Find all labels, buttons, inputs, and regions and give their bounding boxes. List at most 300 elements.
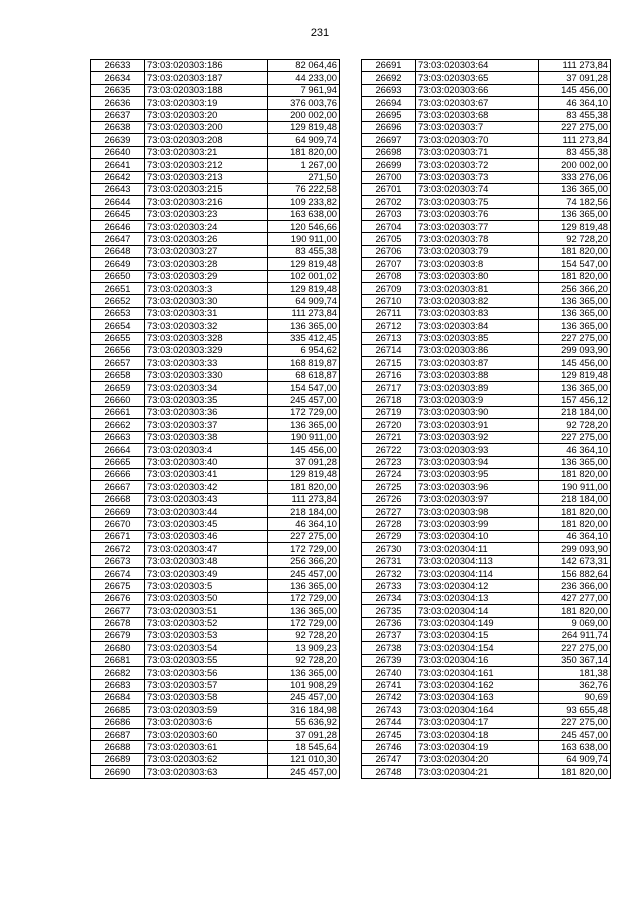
- row-number-cell: 26658: [91, 369, 145, 381]
- row-number-cell: 26646: [91, 221, 145, 233]
- cadastral-number-cell: 73:03:020303:40: [145, 456, 268, 468]
- value-cell: 271,50: [268, 171, 340, 183]
- cadastral-number-cell: 73:03:020303:30: [145, 295, 268, 307]
- value-cell: 136 365,00: [539, 382, 611, 394]
- row-number-cell: 26741: [362, 679, 416, 691]
- cadastral-number-cell: 73:03:020303:95: [416, 468, 539, 480]
- row-number-cell: 26721: [362, 431, 416, 443]
- table-row: [91, 295, 340, 307]
- cadastral-number-cell: 73:03:020303:187: [145, 72, 268, 84]
- value-cell: 136 365,00: [268, 580, 340, 592]
- row-number-cell: 26701: [362, 183, 416, 195]
- value-cell: 181 820,00: [539, 270, 611, 282]
- table-row: [362, 679, 611, 691]
- table-row: [91, 704, 340, 716]
- value-cell: 92 728,20: [539, 233, 611, 245]
- row-number-cell: 26742: [362, 691, 416, 703]
- table-row: [362, 196, 611, 208]
- row-number-cell: 26653: [91, 307, 145, 319]
- row-number-cell: 26708: [362, 270, 416, 282]
- value-cell: 181 820,00: [539, 245, 611, 257]
- table-row: [91, 134, 340, 146]
- cadastral-number-cell: 73:03:020303:34: [145, 382, 268, 394]
- value-cell: 190 911,00: [268, 431, 340, 443]
- value-cell: 200 002,00: [539, 159, 611, 171]
- table-row: [362, 481, 611, 493]
- table-row: [91, 258, 340, 270]
- row-number-cell: 26747: [362, 753, 416, 765]
- cadastral-number-cell: 73:03:020303:3: [145, 283, 268, 295]
- row-number-cell: 26637: [91, 109, 145, 121]
- row-number-cell: 26675: [91, 580, 145, 592]
- value-cell: 163 638,00: [539, 741, 611, 753]
- row-number-cell: 26690: [91, 766, 145, 778]
- table-row: [362, 431, 611, 443]
- table-row: [91, 270, 340, 282]
- value-cell: 299 093,90: [539, 543, 611, 555]
- value-cell: 350 367,14: [539, 654, 611, 666]
- cadastral-number-cell: 73:03:020303:47: [145, 543, 268, 555]
- value-cell: 256 366,20: [268, 555, 340, 567]
- value-cell: 181 820,00: [539, 766, 611, 778]
- cadastral-number-cell: 73:03:020303:84: [416, 320, 539, 332]
- value-cell: 218 184,00: [268, 506, 340, 518]
- table-row: [362, 369, 611, 381]
- table-row: [91, 741, 340, 753]
- cadastral-number-cell: 73:03:020304:20: [416, 753, 539, 765]
- table-row: [362, 146, 611, 158]
- row-number-cell: 26718: [362, 394, 416, 406]
- row-number-cell: 26683: [91, 679, 145, 691]
- value-cell: 181 820,00: [539, 605, 611, 617]
- cadastral-number-cell: 73:03:020304:19: [416, 741, 539, 753]
- value-cell: 44 233,00: [268, 72, 340, 84]
- cadastral-number-cell: 73:03:020303:186: [145, 60, 268, 72]
- value-cell: 92 728,20: [539, 419, 611, 431]
- table-row: [362, 729, 611, 741]
- row-number-cell: 26691: [362, 60, 416, 72]
- cadastral-number-cell: 73:03:020304:12: [416, 580, 539, 592]
- table-row: [362, 221, 611, 233]
- table-row: [362, 406, 611, 418]
- cadastral-number-cell: 73:03:020303:213: [145, 171, 268, 183]
- table-row: [362, 704, 611, 716]
- row-number-cell: 26728: [362, 518, 416, 530]
- cadastral-number-cell: 73:03:020303:4: [145, 444, 268, 456]
- cadastral-number-cell: 73:03:020303:52: [145, 617, 268, 629]
- row-number-cell: 26696: [362, 121, 416, 133]
- table-row: [362, 382, 611, 394]
- table-row: [91, 481, 340, 493]
- value-cell: 181 820,00: [539, 506, 611, 518]
- row-number-cell: 26669: [91, 506, 145, 518]
- table-row: [362, 493, 611, 505]
- row-number-cell: 26697: [362, 134, 416, 146]
- row-number-cell: 26737: [362, 629, 416, 641]
- value-cell: 74 182,56: [539, 196, 611, 208]
- row-number-cell: 26746: [362, 741, 416, 753]
- row-number-cell: 26729: [362, 530, 416, 542]
- table-row: [91, 431, 340, 443]
- cadastral-number-cell: 73:03:020303:91: [416, 419, 539, 431]
- table-row: [362, 444, 611, 456]
- row-number-cell: 26650: [91, 270, 145, 282]
- value-cell: 129 819,48: [539, 369, 611, 381]
- value-cell: 120 546,66: [268, 221, 340, 233]
- table-row: [91, 60, 340, 72]
- cadastral-number-cell: 73:03:020303:90: [416, 406, 539, 418]
- value-cell: 227 275,00: [539, 716, 611, 728]
- cadastral-number-cell: 73:03:020303:38: [145, 431, 268, 443]
- table-row: [91, 283, 340, 295]
- value-cell: 376 003,76: [268, 97, 340, 109]
- value-cell: 111 273,84: [268, 493, 340, 505]
- cadastral-number-cell: 73:03:020303:81: [416, 283, 539, 295]
- row-number-cell: 26634: [91, 72, 145, 84]
- row-number-cell: 26699: [362, 159, 416, 171]
- value-cell: 136 365,00: [268, 605, 340, 617]
- row-number-cell: 26673: [91, 555, 145, 567]
- value-cell: 227 275,00: [539, 431, 611, 443]
- value-cell: 129 819,48: [268, 468, 340, 480]
- value-cell: 163 638,00: [268, 208, 340, 220]
- table-row: [362, 121, 611, 133]
- table-row: [91, 382, 340, 394]
- cadastral-number-cell: 73:03:020303:45: [145, 518, 268, 530]
- value-cell: 83 455,38: [539, 109, 611, 121]
- table-row: [91, 766, 340, 778]
- cadastral-number-cell: 73:03:020303:31: [145, 307, 268, 319]
- table-row: [362, 84, 611, 96]
- row-number-cell: 26666: [91, 468, 145, 480]
- cadastral-number-cell: 73:03:020304:149: [416, 617, 539, 629]
- value-cell: 154 547,00: [539, 258, 611, 270]
- cadastral-number-cell: 73:03:020303:57: [145, 679, 268, 691]
- value-cell: 93 655,48: [539, 704, 611, 716]
- cadastral-table-left: [90, 59, 340, 779]
- value-cell: 92 728,20: [268, 654, 340, 666]
- table-row: [362, 555, 611, 567]
- table-row: [91, 679, 340, 691]
- row-number-cell: 26676: [91, 592, 145, 604]
- table-row: [362, 245, 611, 257]
- value-cell: 181 820,00: [268, 146, 340, 158]
- value-cell: 316 184,98: [268, 704, 340, 716]
- row-number-cell: 26651: [91, 283, 145, 295]
- cadastral-number-cell: 73:03:020303:23: [145, 208, 268, 220]
- cadastral-number-cell: 73:03:020303:73: [416, 171, 539, 183]
- table-row: [91, 344, 340, 356]
- table-row: [362, 270, 611, 282]
- row-number-cell: 26730: [362, 543, 416, 555]
- value-cell: 136 365,00: [539, 307, 611, 319]
- table-row: [91, 617, 340, 629]
- value-cell: 83 455,38: [539, 146, 611, 158]
- cadastral-number-cell: 73:03:020304:16: [416, 654, 539, 666]
- value-cell: 46 364,10: [539, 444, 611, 456]
- table-row: [362, 97, 611, 109]
- value-cell: 102 001,02: [268, 270, 340, 282]
- cadastral-number-cell: 73:03:020304:11: [416, 543, 539, 555]
- table-row: [91, 419, 340, 431]
- row-number-cell: 26738: [362, 642, 416, 654]
- row-number-cell: 26656: [91, 344, 145, 356]
- value-cell: 111 273,84: [539, 60, 611, 72]
- table-row: [362, 506, 611, 518]
- table-row: [91, 196, 340, 208]
- value-cell: 181 820,00: [268, 481, 340, 493]
- row-number-cell: 26661: [91, 406, 145, 418]
- row-number-cell: 26667: [91, 481, 145, 493]
- table-row: [91, 555, 340, 567]
- table-row: [91, 506, 340, 518]
- table-row: [91, 580, 340, 592]
- value-cell: 129 819,48: [268, 121, 340, 133]
- cadastral-number-cell: 73:03:020303:188: [145, 84, 268, 96]
- cadastral-number-cell: 73:03:020303:20: [145, 109, 268, 121]
- row-number-cell: 26640: [91, 146, 145, 158]
- table-row: [362, 171, 611, 183]
- row-number-cell: 26662: [91, 419, 145, 431]
- table-row: [91, 629, 340, 641]
- value-cell: 76 222,58: [268, 183, 340, 195]
- row-number-cell: 26735: [362, 605, 416, 617]
- value-cell: 172 729,00: [268, 406, 340, 418]
- cadastral-number-cell: 73:03:020303:75: [416, 196, 539, 208]
- value-cell: 136 365,00: [539, 320, 611, 332]
- value-cell: 129 819,48: [268, 258, 340, 270]
- table-row: [362, 357, 611, 369]
- cadastral-number-cell: 73:03:020303:80: [416, 270, 539, 282]
- table-row: [91, 221, 340, 233]
- cadastral-number-cell: 73:03:020303:70: [416, 134, 539, 146]
- cadastral-number-cell: 73:03:020303:72: [416, 159, 539, 171]
- cadastral-number-cell: 73:03:020303:60: [145, 729, 268, 741]
- table-row: [362, 654, 611, 666]
- row-number-cell: 26654: [91, 320, 145, 332]
- row-number-cell: 26641: [91, 159, 145, 171]
- cadastral-number-cell: 73:03:020304:21: [416, 766, 539, 778]
- value-cell: 256 366,20: [539, 283, 611, 295]
- row-number-cell: 26664: [91, 444, 145, 456]
- table-row: [362, 72, 611, 84]
- value-cell: 64 909,74: [539, 753, 611, 765]
- table-row: [362, 134, 611, 146]
- table-row: [91, 357, 340, 369]
- cadastral-table-right: [361, 59, 611, 779]
- value-cell: 145 456,00: [539, 84, 611, 96]
- value-cell: 111 273,84: [268, 307, 340, 319]
- table-row: [91, 592, 340, 604]
- table-row: [91, 146, 340, 158]
- cadastral-number-cell: 73:03:020304:10: [416, 530, 539, 542]
- cadastral-number-cell: 73:03:020303:50: [145, 592, 268, 604]
- table-row: [91, 121, 340, 133]
- row-number-cell: 26643: [91, 183, 145, 195]
- value-cell: 64 909,74: [268, 134, 340, 146]
- value-cell: 181,38: [539, 667, 611, 679]
- table-row: [362, 605, 611, 617]
- cadastral-number-cell: 73:03:020303:65: [416, 72, 539, 84]
- cadastral-number-cell: 73:03:020303:59: [145, 704, 268, 716]
- cadastral-number-cell: 73:03:020303:97: [416, 493, 539, 505]
- cadastral-number-cell: 73:03:020303:6: [145, 716, 268, 728]
- row-number-cell: 26642: [91, 171, 145, 183]
- table-row: [91, 518, 340, 530]
- cadastral-number-cell: 73:03:020304:18: [416, 729, 539, 741]
- value-cell: 299 093,90: [539, 344, 611, 356]
- cadastral-number-cell: 73:03:020303:93: [416, 444, 539, 456]
- value-cell: 129 819,48: [539, 221, 611, 233]
- table-row: [91, 97, 340, 109]
- cadastral-number-cell: 73:03:020303:82: [416, 295, 539, 307]
- table-row: [362, 766, 611, 778]
- table-row: [91, 394, 340, 406]
- value-cell: 333 276,06: [539, 171, 611, 183]
- row-number-cell: 26657: [91, 357, 145, 369]
- table-row: [91, 320, 340, 332]
- cadastral-number-cell: 73:03:020303:41: [145, 468, 268, 480]
- row-number-cell: 26711: [362, 307, 416, 319]
- row-number-cell: 26639: [91, 134, 145, 146]
- row-number-cell: 26685: [91, 704, 145, 716]
- row-number-cell: 26748: [362, 766, 416, 778]
- page-number: 231: [310, 27, 330, 39]
- table-row: [362, 468, 611, 480]
- row-number-cell: 26712: [362, 320, 416, 332]
- table-row: [91, 406, 340, 418]
- row-number-cell: 26694: [362, 97, 416, 109]
- value-cell: 218 184,00: [539, 406, 611, 418]
- value-cell: 37 091,28: [268, 456, 340, 468]
- table-row: [91, 171, 340, 183]
- row-number-cell: 26733: [362, 580, 416, 592]
- row-number-cell: 26722: [362, 444, 416, 456]
- value-cell: 172 729,00: [268, 617, 340, 629]
- table-row: [91, 456, 340, 468]
- table-row: [91, 369, 340, 381]
- table-row: [91, 245, 340, 257]
- row-number-cell: 26727: [362, 506, 416, 518]
- cadastral-number-cell: 73:03:020303:89: [416, 382, 539, 394]
- row-number-cell: 26686: [91, 716, 145, 728]
- cadastral-number-cell: 73:03:020303:37: [145, 419, 268, 431]
- row-number-cell: 26668: [91, 493, 145, 505]
- row-number-cell: 26726: [362, 493, 416, 505]
- cadastral-number-cell: 73:03:020303:68: [416, 109, 539, 121]
- row-number-cell: 26692: [362, 72, 416, 84]
- value-cell: 362,76: [539, 679, 611, 691]
- value-cell: 46 364,10: [539, 97, 611, 109]
- table-row: [362, 543, 611, 555]
- row-number-cell: 26652: [91, 295, 145, 307]
- value-cell: 335 412,45: [268, 332, 340, 344]
- table-row: [362, 394, 611, 406]
- value-cell: 68 618,87: [268, 369, 340, 381]
- cadastral-number-cell: 73:03:020303:43: [145, 493, 268, 505]
- cadastral-number-cell: 73:03:020303:33: [145, 357, 268, 369]
- value-cell: 37 091,28: [268, 729, 340, 741]
- value-cell: 190 911,00: [539, 481, 611, 493]
- row-number-cell: 26648: [91, 245, 145, 257]
- cadastral-number-cell: 73:03:020303:76: [416, 208, 539, 220]
- cadastral-number-cell: 73:03:020303:55: [145, 654, 268, 666]
- row-number-cell: 26703: [362, 208, 416, 220]
- row-number-cell: 26714: [362, 344, 416, 356]
- table-row: [91, 605, 340, 617]
- value-cell: 7 961,94: [268, 84, 340, 96]
- table-row: [362, 183, 611, 195]
- row-number-cell: 26644: [91, 196, 145, 208]
- value-cell: 245 457,00: [268, 568, 340, 580]
- table-row: [362, 419, 611, 431]
- cadastral-number-cell: 73:03:020303:49: [145, 568, 268, 580]
- table-row: [362, 159, 611, 171]
- table-row: [91, 307, 340, 319]
- table-row: [91, 332, 340, 344]
- row-number-cell: 26739: [362, 654, 416, 666]
- cadastral-number-cell: 73:03:020303:5: [145, 580, 268, 592]
- cadastral-number-cell: 73:03:020303:85: [416, 332, 539, 344]
- value-cell: 157 456,12: [539, 394, 611, 406]
- value-cell: 46 364,10: [539, 530, 611, 542]
- value-cell: 37 091,28: [539, 72, 611, 84]
- row-number-cell: 26674: [91, 568, 145, 580]
- table-row: [362, 208, 611, 220]
- table-row: [91, 667, 340, 679]
- table-row: [362, 320, 611, 332]
- cadastral-number-cell: 73:03:020304:154: [416, 642, 539, 654]
- row-number-cell: 26704: [362, 221, 416, 233]
- row-number-cell: 26678: [91, 617, 145, 629]
- row-number-cell: 26713: [362, 332, 416, 344]
- row-number-cell: 26734: [362, 592, 416, 604]
- cadastral-number-cell: 73:03:020303:54: [145, 642, 268, 654]
- cadastral-number-cell: 73:03:020303:48: [145, 555, 268, 567]
- value-cell: 83 455,38: [268, 245, 340, 257]
- row-number-cell: 26687: [91, 729, 145, 741]
- cadastral-number-cell: 73:03:020303:99: [416, 518, 539, 530]
- cadastral-number-cell: 73:03:020303:27: [145, 245, 268, 257]
- value-cell: 136 365,00: [539, 183, 611, 195]
- table-row: [362, 60, 611, 72]
- cadastral-number-cell: 73:03:020303:330: [145, 369, 268, 381]
- value-cell: 145 456,00: [539, 357, 611, 369]
- row-number-cell: 26745: [362, 729, 416, 741]
- table-row: [362, 753, 611, 765]
- value-cell: 64 909,74: [268, 295, 340, 307]
- cadastral-number-cell: 73:03:020303:216: [145, 196, 268, 208]
- cadastral-number-cell: 73:03:020303:74: [416, 183, 539, 195]
- row-number-cell: 26688: [91, 741, 145, 753]
- cadastral-number-cell: 73:03:020303:67: [416, 97, 539, 109]
- value-cell: 136 365,00: [268, 419, 340, 431]
- value-cell: 46 364,10: [268, 518, 340, 530]
- row-number-cell: 26636: [91, 97, 145, 109]
- table-row: [91, 109, 340, 121]
- row-number-cell: 26677: [91, 605, 145, 617]
- cadastral-number-cell: 73:03:020303:94: [416, 456, 539, 468]
- table-row: [362, 580, 611, 592]
- cadastral-number-cell: 73:03:020303:200: [145, 121, 268, 133]
- table-row: [362, 592, 611, 604]
- table-row: [362, 667, 611, 679]
- value-cell: 145 456,00: [268, 444, 340, 456]
- value-cell: 9 069,00: [539, 617, 611, 629]
- value-cell: 136 365,00: [268, 320, 340, 332]
- row-number-cell: 26707: [362, 258, 416, 270]
- value-cell: 18 545,64: [268, 741, 340, 753]
